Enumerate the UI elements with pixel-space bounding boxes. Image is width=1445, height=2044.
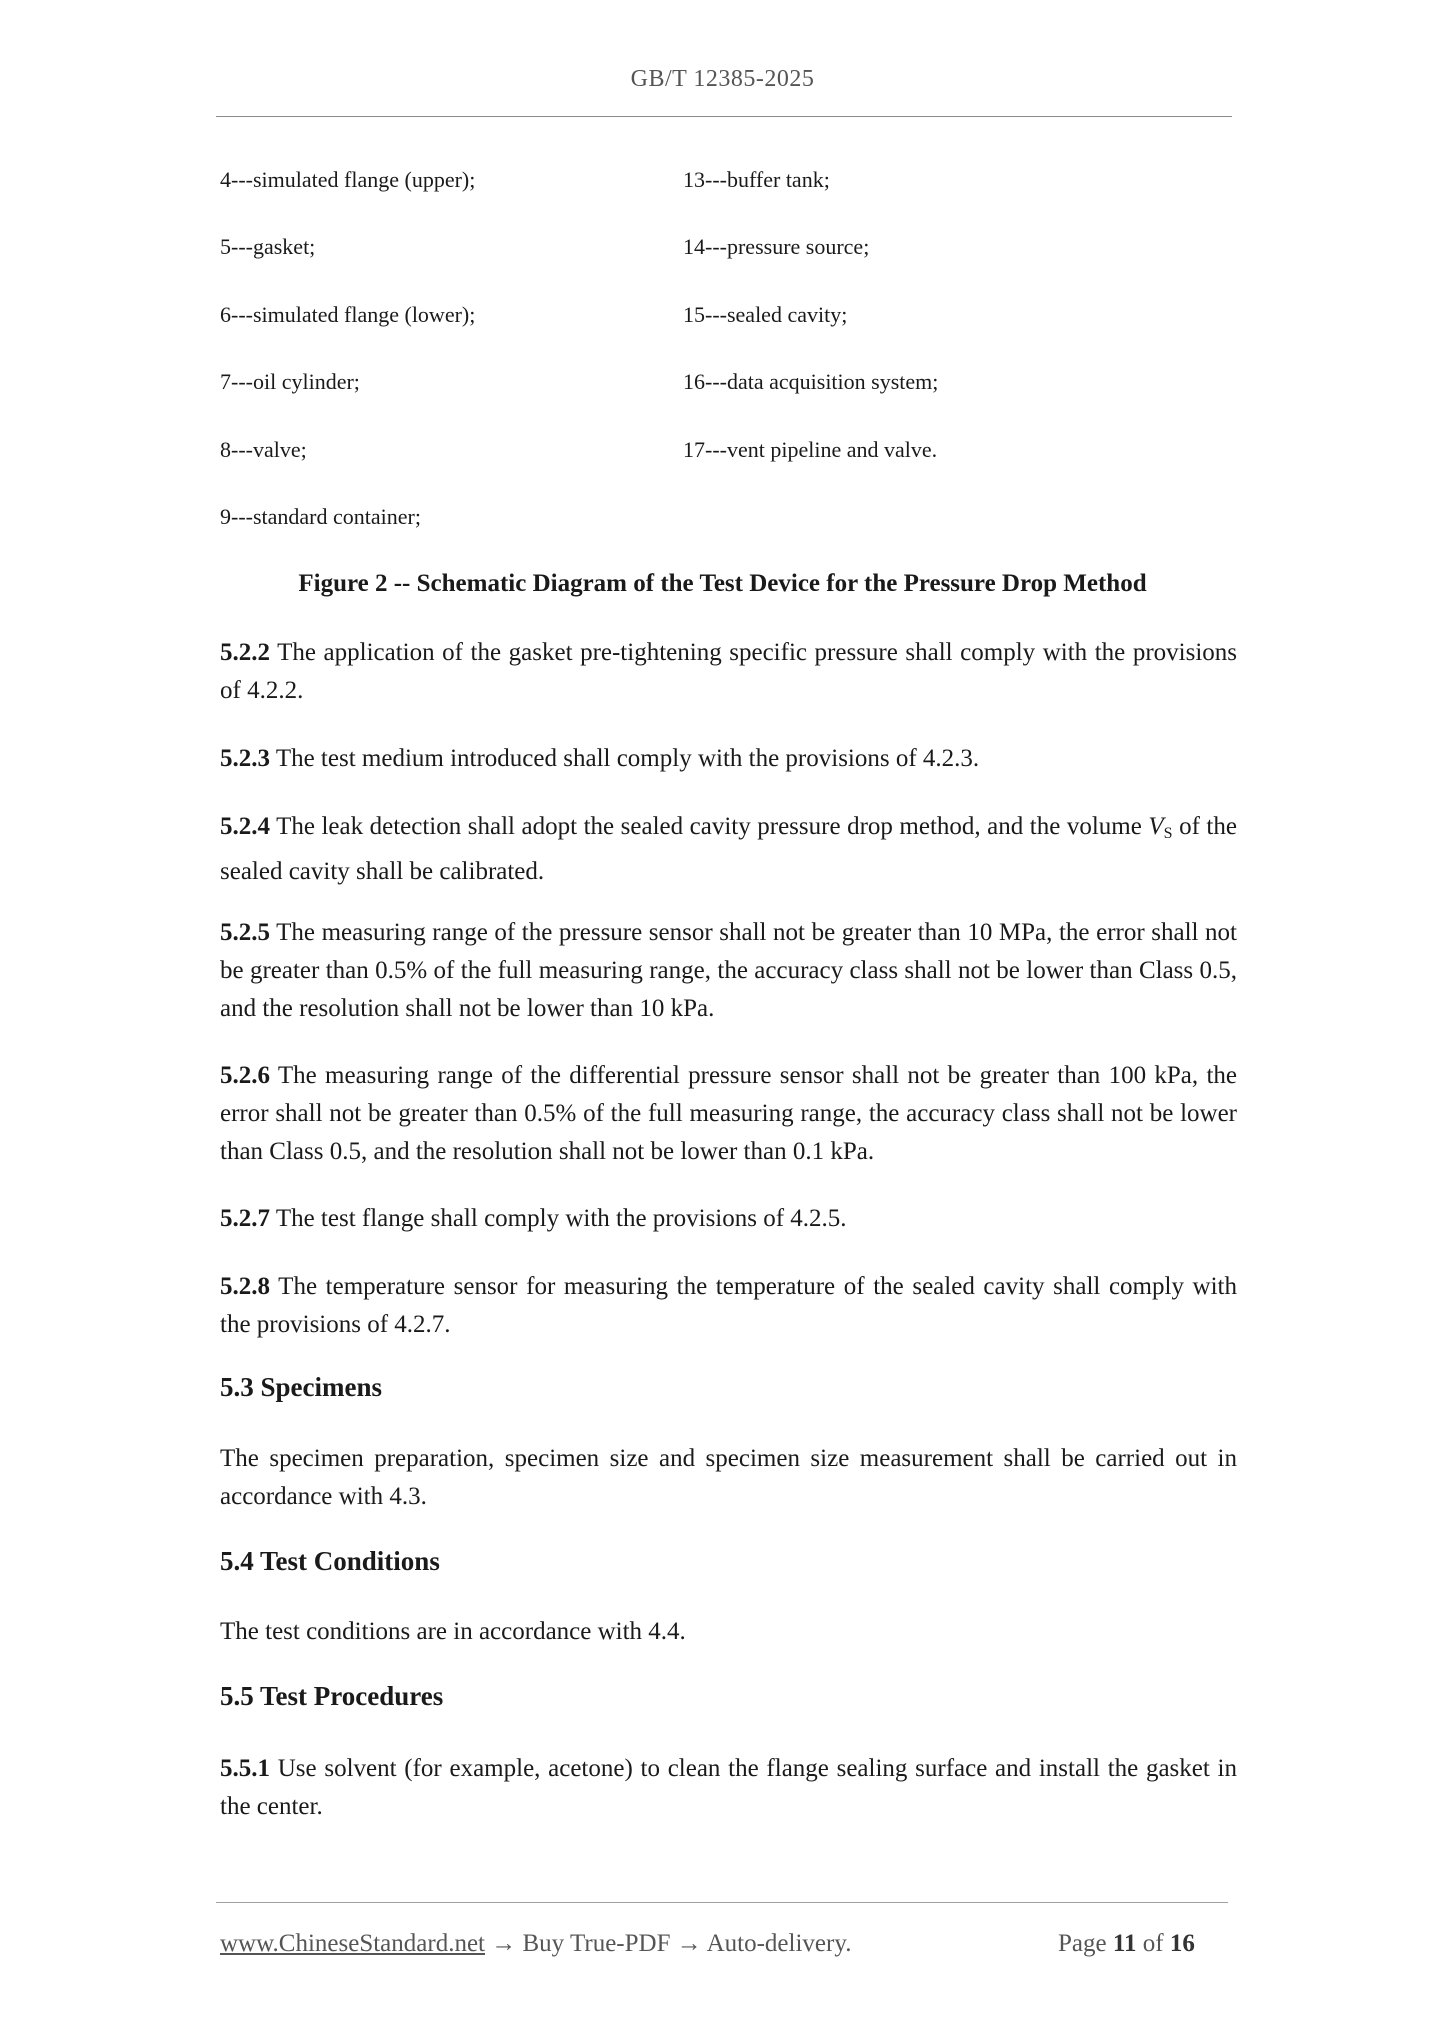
volume-subscript: S: [1163, 825, 1173, 842]
footer-promo: [220, 1930, 851, 1958]
clause-number: 5.2.7: [220, 1205, 270, 1232]
clause-5-2-7: [220, 1200, 1237, 1238]
website-link[interactable]: www.ChineseStandard.net: [220, 1930, 485, 1957]
page-total: 16: [1169, 1930, 1195, 1957]
clause-number: 5.2.2: [220, 639, 270, 666]
legend-item: 9---standard container;: [220, 504, 421, 529]
clause-text: Use solvent (for example, acetone) to clean the flange sealing surface and install the gasket in the center.: [220, 1755, 1238, 1820]
clause-text-continued: of the sealed cavity shall be calibrated.: [220, 813, 1237, 885]
figure-caption: Figure 2 -- Schematic Diagram of the Test Device for the Pressure Drop Method: [298, 570, 1147, 597]
volume-variable: V: [1148, 813, 1164, 840]
arrow-right-icon: →: [676, 1930, 702, 1957]
arrow-right-icon: →: [491, 1930, 517, 1957]
clause-number: 5.2.3: [220, 745, 270, 772]
clause-5-2-3: [220, 740, 1237, 778]
auto-delivery-text: Auto-delivery.: [706, 1930, 852, 1957]
section-heading-test-conditions: 5.4 Test Conditions: [220, 1546, 440, 1576]
clause-number: 5.2.8: [220, 1273, 270, 1300]
clause-text: The application of the gasket pre-tightening specific pressure shall comply with the provisions of 4.2.2.: [220, 639, 1237, 704]
legend-item: 15---sealed cavity;: [683, 302, 848, 327]
page-label: Page: [1058, 1930, 1107, 1957]
clause-text: The leak detection shall adopt the sealed cavity pressure drop method, and the volume: [276, 813, 1149, 840]
clause-5-2-5: [220, 914, 1237, 1028]
clause-5-5-1: [220, 1750, 1237, 1826]
legend-item: 8---valve;: [220, 437, 307, 462]
clause-text: The test medium introduced shall comply with the provisions of 4.2.3.: [275, 745, 980, 772]
clause-number: 5.2.5: [220, 919, 270, 946]
legend-item: 16---data acquisition system;: [683, 369, 939, 394]
section-heading-test-procedures: 5.5 Test Procedures: [220, 1681, 444, 1711]
clause-text: The test flange shall comply with the provisions of 4.2.5.: [275, 1205, 847, 1232]
footer-divider: [216, 1902, 1228, 1903]
clause-number: 5.5.1: [220, 1755, 270, 1782]
clause-5-2-2: [220, 634, 1237, 710]
section-heading-specimens: 5.3 Specimens: [220, 1372, 382, 1402]
page-current: 11: [1112, 1930, 1137, 1957]
legend-item: 13---buffer tank;: [683, 167, 830, 192]
section-text-specimens: The specimen preparation, specimen size and specimen size measurement shall be carried out in accordance with 4.3.: [220, 1445, 1237, 1510]
legend-item: 4---simulated flange (upper);: [220, 167, 476, 192]
clause-5-2-6: [220, 1057, 1237, 1171]
of-label: of: [1142, 1930, 1164, 1957]
legend-item: 17---vent pipeline and valve.: [683, 437, 938, 462]
header-divider: [216, 116, 1232, 117]
section-text-test-conditions: The test conditions are in accordance with 4.4.: [220, 1618, 686, 1645]
document-header-title: GB/T 12385-2025: [630, 66, 815, 92]
clause-number: 5.2.4: [220, 813, 270, 840]
clause-number: 5.2.6: [220, 1062, 270, 1089]
clause-text: The temperature sensor for measuring the temperature of the sealed cavity shall comply with the provisions of 4.2.7.: [220, 1273, 1237, 1338]
legend-item: 5---gasket;: [220, 234, 316, 259]
clause-text: The measuring range of the differential pressure sensor shall not be greater than 100 kPa, the error shall not be greater than 0.5% of the full measuring range, the accuracy class shall not be lower than Class 0.5, and the resolution shall not be lower than 0.1 kPa.: [220, 1062, 1237, 1165]
legend-item: 6---simulated flange (lower);: [220, 302, 476, 327]
clause-5-2-8: [220, 1268, 1237, 1344]
legend-item: 14---pressure source;: [683, 234, 870, 259]
buy-true-pdf-text: Buy True-PDF: [522, 1930, 671, 1957]
clause-5-2-4: [220, 808, 1237, 891]
page-indicator: [1058, 1930, 1195, 1958]
clause-text: The measuring range of the pressure sensor shall not be greater than 10 MPa, the error shall not be greater than 0.5% of the full measuring range, the accuracy class shall not be lower than Class 0.5, and the resolution shall not be lower than 10 kPa.: [220, 919, 1237, 1022]
legend-item: 7---oil cylinder;: [220, 369, 360, 394]
